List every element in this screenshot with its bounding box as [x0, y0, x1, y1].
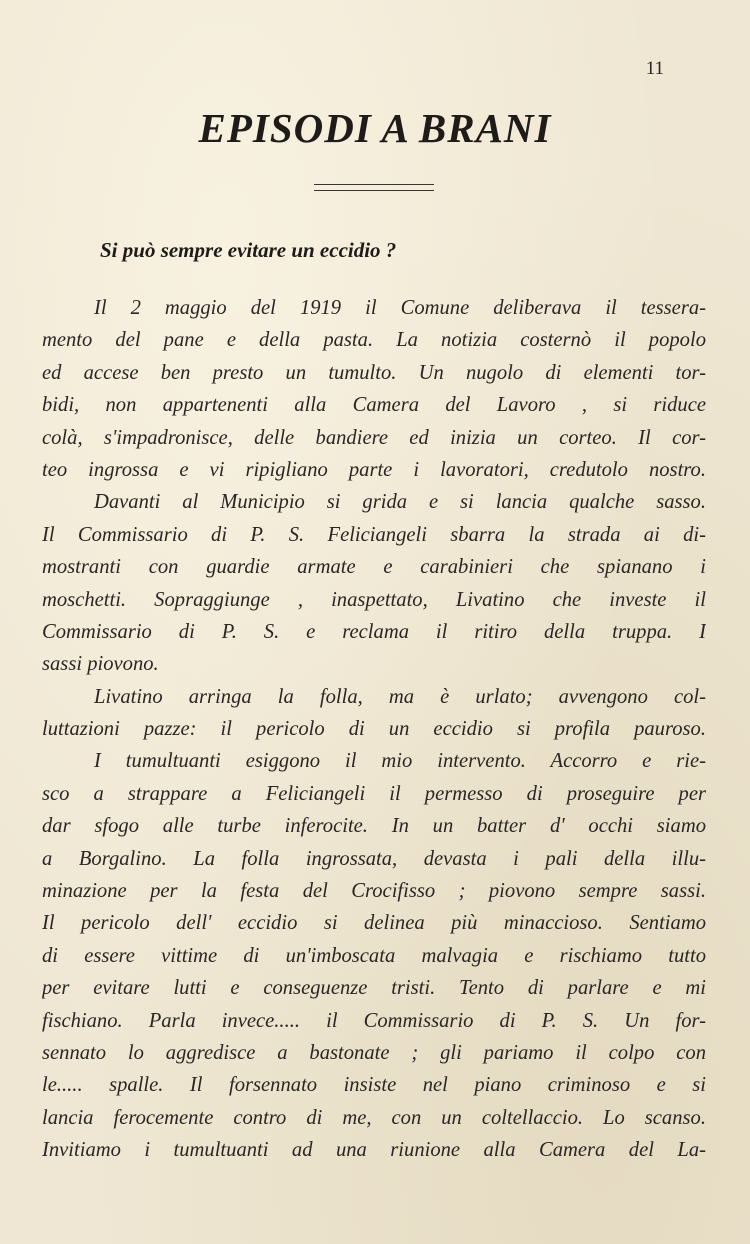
text-line: minazione per la festa del Crocifisso ; piovono sempre sassi.: [42, 880, 706, 903]
text-line: ed accese ben presto un tumulto. Un nugolo di elementi tor-: [42, 361, 706, 384]
title-divider-bottom: [314, 190, 434, 191]
text-line: lancia ferocemente contro di me, con un coltellaccio. Lo scanso.: [42, 1106, 706, 1129]
text-line: moschetti. Sopraggiunge , inaspettato, Livatino che investe il: [42, 588, 706, 611]
text-line: luttazioni pazze: il pericolo di un eccidio si profila pauroso.: [42, 718, 706, 741]
text-line: mento del pane e della pasta. La notizia costernò il popolo: [42, 329, 706, 352]
text-line: di essere vittime di un'imboscata malvagia e rischiamo tutto: [42, 944, 706, 967]
text-line: bidi, non appartenenti alla Camera del Lavoro , si riduce: [42, 394, 706, 417]
page-number: 11: [645, 58, 664, 79]
text-line: Davanti al Municipio si grida e si lancia qualche sasso.: [94, 491, 706, 514]
body-text: [42, 292, 706, 1167]
text-line: sco a strappare a Feliciangeli il permesso di proseguire per: [42, 782, 706, 805]
text-line: le..... spalle. Il forsennato insiste nel piano criminoso e si: [42, 1074, 706, 1097]
text-line: fischiano. Parla invece..... il Commissario di P. S. Un for-: [42, 1009, 706, 1032]
text-line: Il 2 maggio del 1919 il Comune deliberava il tessera-: [94, 297, 706, 319]
text-line: colà, s'impadronisce, delle bandiere ed inizia un corteo. Il cor-: [42, 426, 706, 449]
text-line: Il Commissario di P. S. Feliciangeli sbarra la strada ai di-: [42, 523, 706, 546]
text-line: Livatino arringa la folla, ma è urlato; avvengono col-: [94, 685, 706, 708]
text-line: I tumultuanti esiggono il mio intervento. Accorro e rie-: [94, 750, 706, 773]
title-divider-top: [314, 184, 434, 185]
text-line: Commissario di P. S. e reclama il ritiro della truppa. I: [42, 620, 706, 643]
text-line: dar sfogo alle turbe inferocite. In un batter d' occhi siamo: [42, 815, 706, 838]
text-line: teo ingrossa e vi ripigliano parte i lavoratori, credutolo nostro.: [42, 458, 706, 481]
text-line: a Borgalino. La folla ingrossata, devasta i pali della illu-: [42, 847, 706, 870]
text-line: sennato lo aggredisce a bastonate ; gli pariamo il colpo con: [42, 1041, 706, 1064]
text-line: sassi piovono.: [42, 653, 159, 676]
text-line: Invitiamo i tumultuanti ad una riunione alla Camera del La-: [42, 1139, 706, 1162]
chapter-title: EPISODI A BRANI: [198, 105, 552, 151]
text-line: Il pericolo dell' eccidio si delinea più minaccioso. Sentiamo: [42, 912, 706, 935]
text-line: mostranti con guardie armate e carabinieri che spianano i: [42, 556, 706, 579]
text-line: per evitare lutti e conseguenze tristi. Tento di parlare e mi: [42, 977, 706, 1000]
section-heading: Si può sempre evitare un eccidio ?: [100, 238, 397, 262]
